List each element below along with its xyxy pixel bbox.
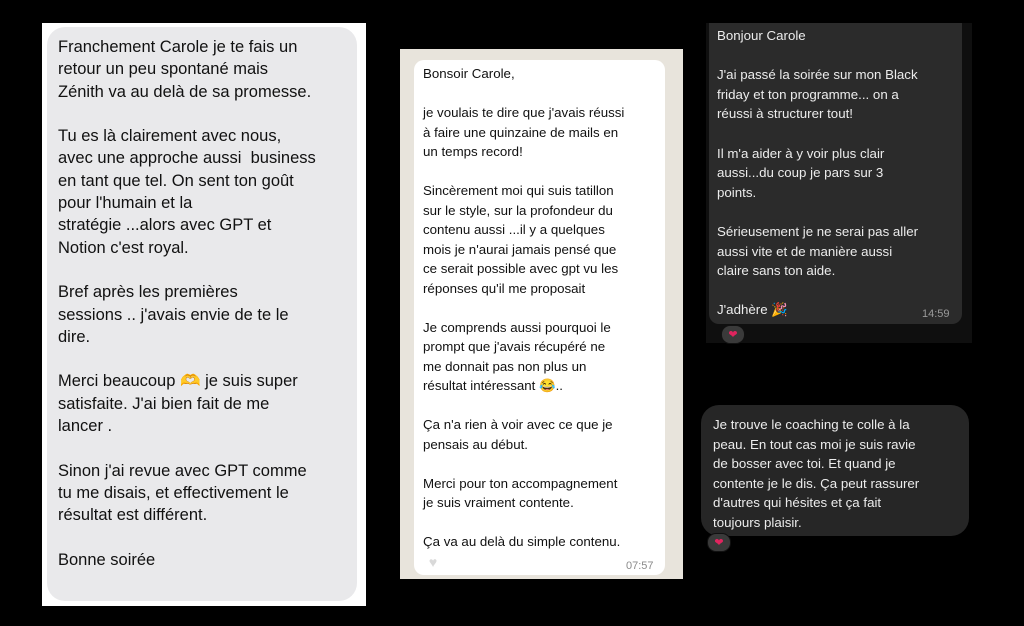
testimonial-3-text: Bonjour Carole J'ai passé la soirée sur mon Black friday et ton programme... on a réussi à structurer tout! Il m'a aider à y voir plus clair aussi...du coup je pars sur 3 points. Sérieusement je ne serai pas aller aussi vite et de manière aussi claire sans ton aide. J'adhère 🎉: [717, 28, 919, 318]
heart-reaction-icon: ❤: [721, 325, 745, 344]
heart-reaction-icon: ❤: [707, 533, 731, 552]
testimonial-4-text: Je trouve le coaching te colle à la peau. En tout cas moi je suis ravie de bosser avec toi. Et quand je contente je le dis. Ça peut rassurer d'autres qui hésites et ça fait toujours plaisir.: [713, 417, 920, 530]
heart-reaction-icon: ♥: [422, 553, 444, 570]
testimonial-1-text: Franchement Carole je te fais un retour un peu spontané mais Zénith va au delà de sa promesse. Tu es là clairement avec nous, avec une approche aussi business en tant que tel. On sent ton goût pour l'humain et la stratégie ...alors avec GPT et Notion c'est royal. Bref après les premières sessions .. j'avais envie de te le dire. Merci beaucoup 🫶 je suis super satisfaite. J'ai bien fait de me lancer . Sinon j'ai revue avec GPT comme tu me disais, et effectivement le résultat est différent. Bonne soirée: [58, 38, 316, 569]
testimonial-3-timestamp: 14:59: [922, 308, 950, 320]
testimonial-2-timestamp: 07:57: [626, 560, 654, 572]
testimonial-2-text: Bonsoir Carole, je voulais te dire que j'avais réussi à faire une quinzaine de mails en un temps record! Sincèrement moi qui suis tatillon sur le style, sur la profondeur du contenu aussi ...il y a quelques mois je n'aurai jamais pensé que ce serait possible avec gpt vu les réponses qu'il me proposait Je comprends aussi pourquoi le prompt que j'avais récupéré ne me donnait pas non plus un résultat intéressant 😂.. Ça n'a rien à voir avec ce que je pensais au début. Merci pour ton accompagnement je suis vraiment contente. Ça va au delà du simple contenu.: [423, 66, 625, 549]
